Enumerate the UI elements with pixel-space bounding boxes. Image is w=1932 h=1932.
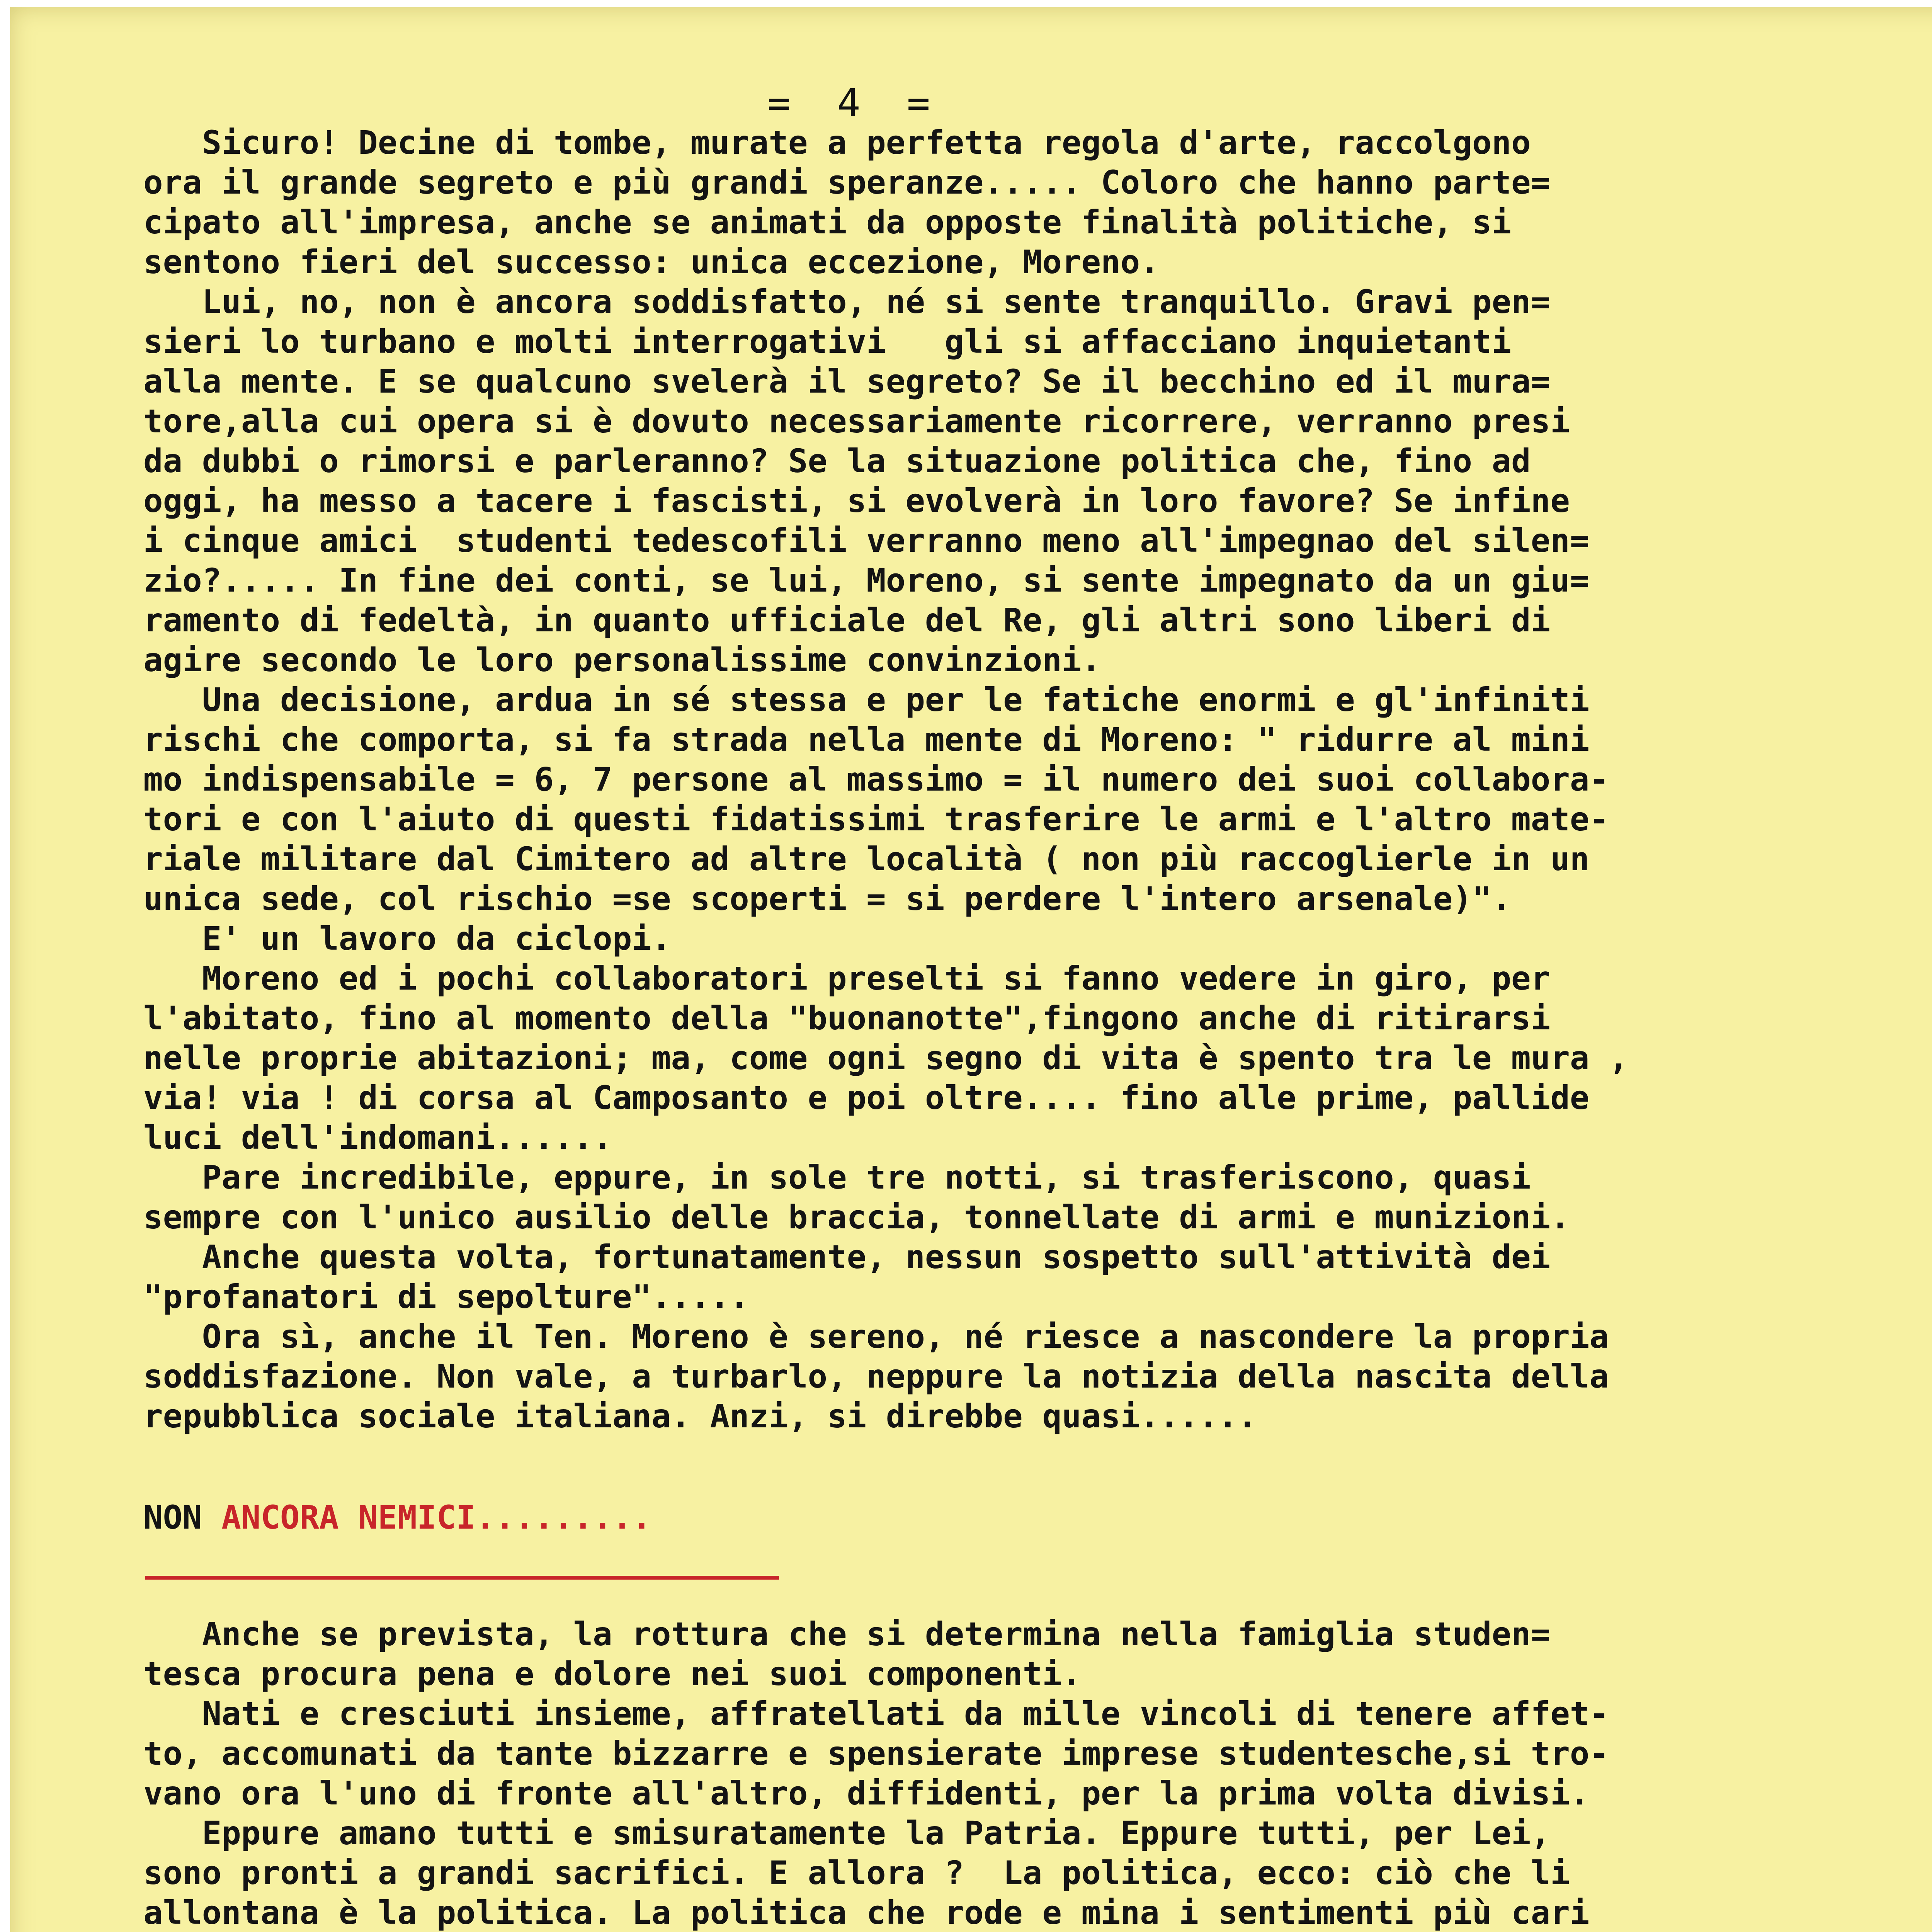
text-line: nelle proprie abitazioni; ma, come ogni segno di vita è spento tra le mura , <box>143 1039 1629 1077</box>
text-line: unica sede, col rischio =se scoperti = si perdere l'intero arsenale)". <box>143 880 1512 918</box>
text-line: Eppure amano tutti e smisuratamente la Patria. Eppure tutti, per Lei, <box>143 1814 1551 1852</box>
text-line: i cinque amici studenti tedescofili verranno meno all'impegnao del silen= <box>143 522 1590 560</box>
text-line: soddisfazione. Non vale, a turbarlo, neppure la notizia della nascita della <box>143 1357 1609 1395</box>
text-line: Pare incredibile, eppure, in sole tre notti, si trasferiscono, quasi <box>143 1158 1531 1196</box>
section-heading-non-ancora-nemici <box>143 1498 651 1536</box>
text-line: tesca procura pena e dolore nei suoi componenti. <box>143 1655 1082 1693</box>
text-line: cipato all'impresa, anche se animati da opposte finalità politiche, si <box>143 203 1512 241</box>
text-line: rischi che comporta, si fa strada nella mente di Moreno: " ridurre al mini <box>143 721 1590 759</box>
text-line: riale militare dal Cimitero ad altre località ( non più raccoglierle in un <box>143 840 1590 878</box>
text-line: repubblica sociale italiana. Anzi, si direbbe quasi...... <box>143 1397 1257 1435</box>
heading-part-red: ANCORA NEMICI......... <box>221 1498 651 1536</box>
text-line: Moreno ed i pochi collaboratori preselti si fanno vedere in giro, per <box>143 959 1551 997</box>
text-line: luci dell'indomani...... <box>143 1119 612 1156</box>
text-line: l'abitato, fino al momento della "buonanotte",fingono anche di ritirarsi <box>143 999 1551 1037</box>
text-line: "profanatori di sepolture"..... <box>143 1278 749 1316</box>
text-line: vano ora l'uno di fronte all'altro, diffidenti, per la prima volta divisi. <box>143 1774 1590 1812</box>
text-block-famiglia-studentesca <box>143 1614 1867 1932</box>
text-line: Nati e cresciuti insieme, affratellati da mille vincoli di tenere affet- <box>143 1695 1609 1733</box>
text-line: da dubbi o rimorsi e parleranno? Se la situazione politica che, fino ad <box>143 442 1531 480</box>
text-line: agire secondo le loro personalissime convinzioni. <box>143 641 1101 679</box>
document-page <box>10 7 1932 1932</box>
page-number: = 4 = <box>767 80 942 126</box>
text-line: mo indispensabile = 6, 7 persone al massimo = il numero dei suoi collabora- <box>143 760 1609 798</box>
text-line: Anche se prevista, la rottura che si determina nella famiglia studen= <box>143 1615 1551 1653</box>
text-line: ora il grande segreto e più grandi speranze..... Coloro che hanno parte= <box>143 163 1551 201</box>
text-line: alla mente. E se qualcuno svelerà il segreto? Se il becchino ed il mura= <box>143 362 1551 400</box>
text-line: tori e con l'aiuto di questi fidatissimi trasferire le armi e l'altro mate- <box>143 800 1609 838</box>
text-line: oggi, ha messo a tacere i fascisti, si evolverà in loro favore? Se infine <box>143 482 1570 520</box>
text-line: sempre con l'unico ausilio delle braccia, tonnellate di armi e munizioni. <box>143 1198 1570 1236</box>
text-line: Anche questa volta, fortunatamente, nessun sospetto sull'attività dei <box>143 1238 1551 1276</box>
heading-part-black: NON <box>143 1498 222 1536</box>
text-line: E' un lavoro da ciclopi. <box>143 920 671 957</box>
text-line: Sicuro! Decine di tombe, murate a perfetta regola d'arte, raccolgono <box>143 124 1531 162</box>
text-line: zio?..... In fine dei conti, se lui, Moreno, si sente impegnato da un giu= <box>143 561 1590 599</box>
text-line: via! via ! di corsa al Camposanto e poi oltre.... fino alle prime, pallide <box>143 1079 1590 1117</box>
text-line: sentono fieri del successo: unica eccezione, Moreno. <box>143 243 1160 281</box>
text-line: sono pronti a grandi sacrifici. E allora ? La politica, ecco: ciò che li <box>143 1854 1570 1892</box>
text-line: Una decisione, ardua in sé stessa e per le fatiche enormi e gl'infiniti <box>143 681 1590 719</box>
text-line: ramento di fedeltà, in quanto ufficiale del Re, gli altri sono liberi di <box>143 601 1551 639</box>
text-line: Lui, no, non è ancora soddisfatto, né si sente tranquillo. Gravi pen= <box>143 283 1551 321</box>
heading-underline <box>145 1576 779 1580</box>
text-line: allontana è la politica. La politica che rode e mina i sentimenti più cari <box>143 1894 1590 1932</box>
text-line: tore,alla cui opera si è dovuto necessariamente ricorrere, verranno presi <box>143 402 1570 440</box>
text-block-moreno <box>143 123 1867 1436</box>
text-line: to, accomunati da tante bizzarre e spensierate imprese studentesche,si tro- <box>143 1735 1609 1772</box>
text-line: sieri lo turbano e molti interrogativi gli si affacciano inquietanti <box>143 323 1512 361</box>
text-line: Ora sì, anche il Ten. Moreno è sereno, né riesce a nascondere la propria <box>143 1318 1609 1355</box>
